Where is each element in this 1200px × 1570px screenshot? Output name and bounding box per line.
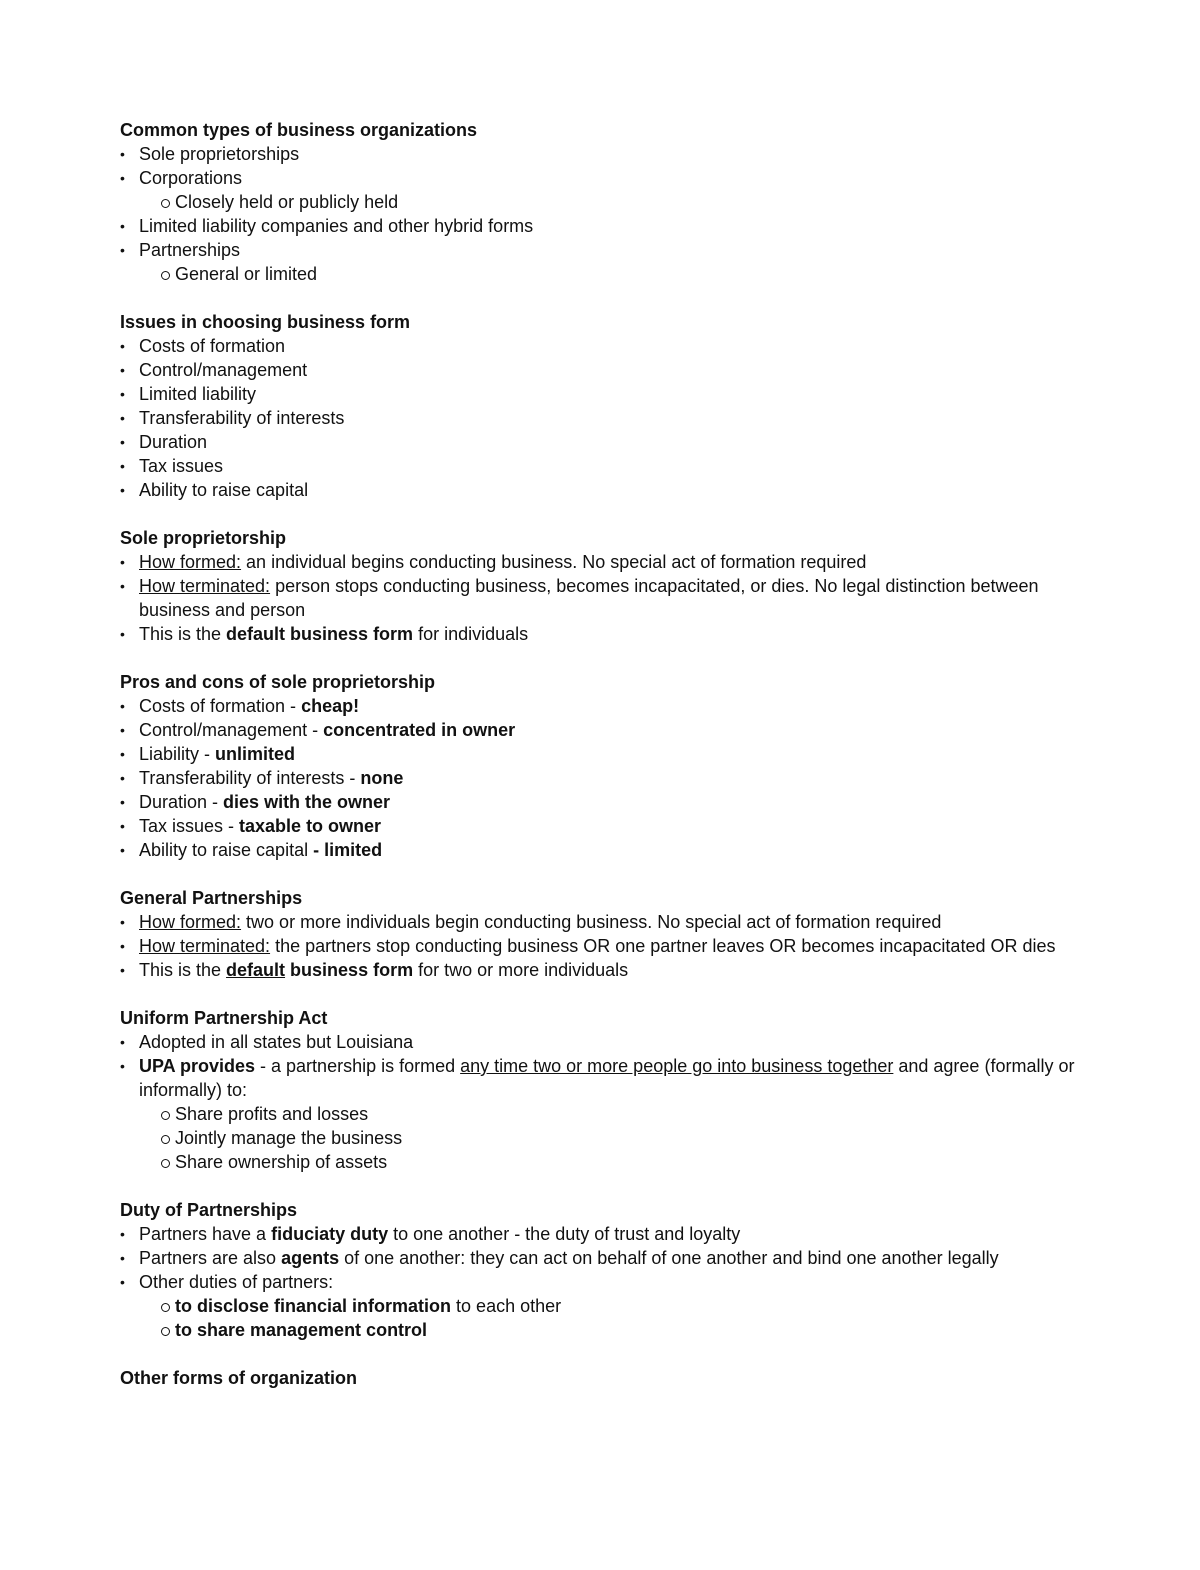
text: This is the (139, 960, 227, 980)
bold-text: UPA provides (139, 1056, 256, 1076)
list-item (120, 934, 1100, 958)
sub-list-item (120, 1294, 1100, 1318)
list-item: • Other duties of partners: (120, 1270, 1100, 1294)
text: to one another - the duty of trust and loyalty (388, 1224, 741, 1244)
list-item (120, 742, 1100, 766)
section-upa (120, 1006, 1100, 1174)
section-heading: Sole proprietorship (120, 528, 287, 548)
sub-list-item: Jointly manage the business (120, 1126, 1100, 1150)
item-value: cheap! (301, 696, 360, 716)
list-item (120, 694, 1100, 718)
list-item: • Costs of formation (120, 334, 1100, 358)
list-item: • Transferability of interests (120, 406, 1100, 430)
bullet-list (120, 334, 1100, 502)
list-item (120, 1054, 1100, 1102)
item-label: Tax issues - (139, 816, 240, 836)
text: and agree (formally or informally) to: (139, 1056, 1075, 1100)
text: for two or more individuals (413, 960, 629, 980)
list-item (120, 814, 1100, 838)
list-item: • Sole proprietorships (120, 142, 1100, 166)
document-page (120, 118, 1100, 1414)
list-item (120, 790, 1100, 814)
section-sole-proprietorship (120, 526, 1100, 646)
bold-underline-text: default (226, 960, 286, 980)
bullet-list (120, 142, 1100, 286)
item-label: Control/management - (139, 720, 324, 740)
sub-list-item: Share profits and losses (120, 1102, 1100, 1126)
bold-text: agents (281, 1248, 340, 1268)
item-value: concentrated in owner (323, 720, 516, 740)
bullet-list (120, 1030, 1100, 1174)
list-item (120, 910, 1100, 934)
list-item (120, 574, 1100, 622)
list-item (120, 1222, 1100, 1246)
list-item (120, 1246, 1100, 1270)
section-duty (120, 1198, 1100, 1342)
list-item: • Partnerships (120, 238, 1100, 262)
how-terminated-text: the partners stop conducting business OR one partner leaves OR becomes incapacitated OR dies (270, 936, 1056, 956)
item-value: - limited (313, 840, 383, 860)
text: Partners are also (139, 1248, 282, 1268)
sub-list-item (120, 1318, 1100, 1342)
how-formed-label: How formed: (139, 912, 242, 932)
section-other-forms (120, 1366, 1100, 1390)
bullet-list (120, 910, 1100, 982)
item-label: Ability to raise capital (139, 840, 314, 860)
bold-text: to disclose financial information (175, 1296, 452, 1316)
how-formed-text: two or more individuals begin conducting business. No special act of formation required (241, 912, 942, 932)
bold-text: default business form (226, 624, 414, 644)
list-item (120, 622, 1100, 646)
item-label: Duration - (139, 792, 224, 812)
how-terminated-text: person stops conducting business, becomes incapacitated, or dies. No legal distinction between business and person (139, 576, 1039, 620)
list-item: • Tax issues (120, 454, 1100, 478)
item-label: Transferability of interests - (139, 768, 361, 788)
item-value: dies with the owner (223, 792, 391, 812)
section-general-partnerships (120, 886, 1100, 982)
list-item (120, 766, 1100, 790)
section-heading: Pros and cons of sole proprietorship (120, 672, 436, 692)
item-value: unlimited (215, 744, 296, 764)
list-item: • Limited liability (120, 382, 1100, 406)
list-item: • Control/management (120, 358, 1100, 382)
text: for individuals (413, 624, 529, 644)
bold-text: fiduciaty duty (271, 1224, 389, 1244)
sub-list-item: Share ownership of assets (120, 1150, 1100, 1174)
bold-text: to share management control (175, 1320, 428, 1340)
section-heading: Duty of Partnerships (120, 1200, 298, 1220)
section-heading: Common types of business organizations (120, 120, 478, 140)
list-item (120, 550, 1100, 574)
item-label: Costs of formation - (139, 696, 302, 716)
list-item (120, 958, 1100, 982)
list-item: • Adopted in all states but Louisiana (120, 1030, 1100, 1054)
how-formed-label: How formed: (139, 552, 242, 572)
text: - a partnership is formed (255, 1056, 461, 1076)
list-item: • Duration (120, 430, 1100, 454)
item-value: none (360, 768, 404, 788)
underlined-text: any time two or more people go into business together (460, 1056, 894, 1076)
item-value: taxable to owner (239, 816, 382, 836)
section-heading: General Partnerships (120, 888, 303, 908)
list-item: • Ability to raise capital (120, 478, 1100, 502)
bold-text: business form (285, 960, 414, 980)
section-pros-cons (120, 670, 1100, 862)
bullet-list (120, 1222, 1100, 1342)
section-heading: Uniform Partnership Act (120, 1008, 328, 1028)
sub-list-item: General or limited (120, 262, 1100, 286)
list-item (120, 838, 1100, 862)
how-terminated-label: How terminated: (139, 576, 271, 596)
section-common-types (120, 118, 1100, 286)
sub-list-item: Closely held or publicly held (120, 190, 1100, 214)
list-item: • Corporations (120, 166, 1100, 190)
section-heading: Issues in choosing business form (120, 312, 411, 332)
list-item (120, 718, 1100, 742)
section-heading: Other forms of organization (120, 1368, 358, 1388)
bullet-list (120, 550, 1100, 646)
text: of one another: they can act on behalf of one another and bind one another legally (339, 1248, 999, 1268)
how-formed-text: an individual begins conducting business. No special act of formation required (241, 552, 867, 572)
item-label: Liability - (139, 744, 216, 764)
text: Partners have a (139, 1224, 272, 1244)
text: to each other (451, 1296, 562, 1316)
how-terminated-label: How terminated: (139, 936, 271, 956)
text: This is the (139, 624, 227, 644)
bullet-list (120, 694, 1100, 862)
list-item: • Limited liability companies and other hybrid forms (120, 214, 1100, 238)
section-issues (120, 310, 1100, 502)
